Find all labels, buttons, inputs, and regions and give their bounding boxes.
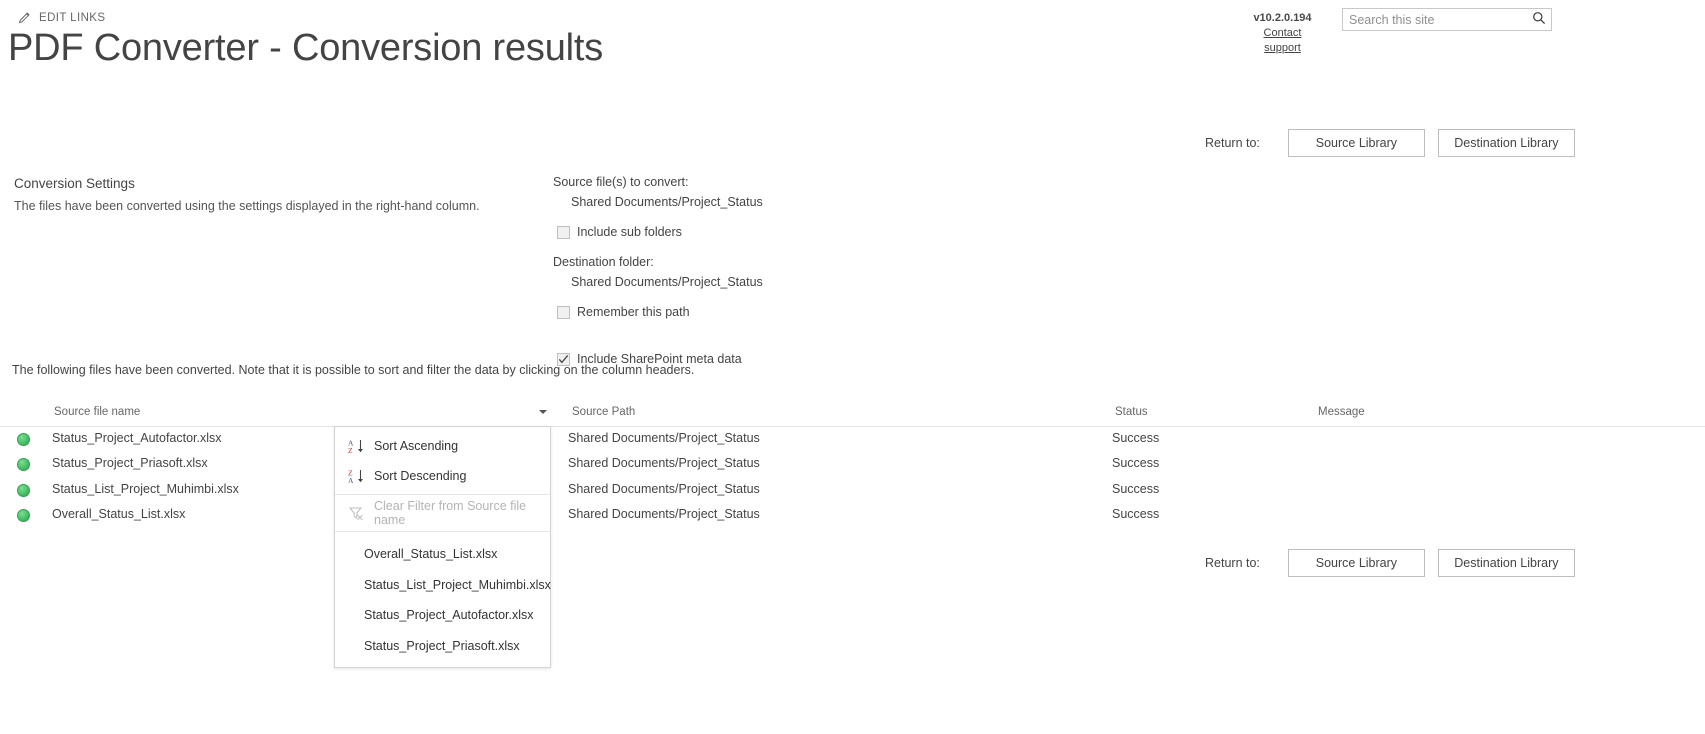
filter-value-item[interactable]: Status_Project_Priasoft.xlsx <box>364 638 520 653</box>
table-row[interactable] <box>0 452 1705 477</box>
source-library-button-bottom[interactable]: Source Library <box>1288 549 1425 577</box>
include-sub-folders-label: Include sub folders <box>577 225 682 239</box>
destination-folder-label: Destination folder: <box>553 255 654 269</box>
conversion-results-grid <box>0 400 1705 528</box>
menu-item-label: Sort Ascending <box>374 439 459 453</box>
edit-links-button[interactable] <box>18 11 105 24</box>
column-header-source-path[interactable]: Source Path <box>572 406 636 418</box>
search-button[interactable] <box>1527 9 1551 30</box>
source-files-label: Source file(s) to convert: <box>553 175 689 189</box>
clear-filter-icon <box>347 504 365 522</box>
column-header-status[interactable]: Status <box>1115 406 1148 418</box>
cell-status: Success <box>1112 481 1160 496</box>
cell-source-path: Shared Documents/Project_Status <box>568 481 760 496</box>
menu-item-sort-descending[interactable] <box>335 461 550 491</box>
spacer <box>553 332 973 339</box>
cell-source-file-name: Status_List_Project_Muhimbi.xlsx <box>52 481 239 496</box>
remember-path-row[interactable] <box>553 305 973 319</box>
edit-links-label: EDIT LINKS <box>39 11 106 24</box>
menu-item-label: Clear Filter from Source file name <box>374 499 527 527</box>
destination-library-button-top[interactable]: Destination Library <box>1438 129 1575 157</box>
settings-column <box>553 172 973 379</box>
cell-status: Success <box>1112 431 1160 445</box>
grid-intro-text: The following files have been converted. Note that it is possible to sort and filter the data by clicking on the column headers. <box>12 363 695 377</box>
conversion-settings-description: The files have been converted using the settings displayed in the right-hand column. <box>14 199 480 213</box>
destination-library-button-bottom[interactable]: Destination Library <box>1438 549 1575 577</box>
cell-source-file-name: Overall_Status_List.xlsx <box>52 506 186 521</box>
menu-item-label: Sort Descending <box>374 469 467 483</box>
sort-descending-icon <box>347 467 365 485</box>
contact-support-link[interactable]: Contact support <box>1263 27 1302 54</box>
table-row[interactable] <box>0 427 1705 452</box>
filter-value-item[interactable]: Status_List_Project_Muhimbi.xlsx <box>364 577 551 592</box>
search-input[interactable] <box>1343 9 1527 30</box>
cell-source-file-name: Status_Project_Autofactor.xlsx <box>52 431 222 445</box>
include-sub-folders-row[interactable] <box>553 225 973 239</box>
version-label: v10.2.0.194 <box>1253 12 1312 24</box>
svg-text:A: A <box>347 475 353 485</box>
success-dot-icon <box>17 458 30 471</box>
menu-divider <box>335 494 550 495</box>
return-to-label: Return to: <box>1205 556 1260 570</box>
pencil-icon <box>18 11 31 24</box>
cell-source-path: Shared Documents/Project_Status <box>568 506 760 521</box>
filter-value-list <box>335 535 550 661</box>
source-file-name-filter-menu <box>334 426 551 668</box>
column-header-message[interactable]: Message <box>1318 406 1365 418</box>
include-metadata-label: Include SharePoint meta data <box>577 352 742 366</box>
cell-source-path: Shared Documents/Project_Status <box>568 431 760 445</box>
version-block <box>1245 11 1320 56</box>
search-icon <box>1532 11 1546 28</box>
remember-path-checkbox[interactable] <box>557 306 570 319</box>
include-sub-folders-checkbox[interactable] <box>557 226 570 239</box>
table-row[interactable] <box>0 503 1705 528</box>
filter-value-item[interactable]: Overall_Status_List.xlsx <box>364 547 498 562</box>
cell-source-path: Shared Documents/Project_Status <box>568 456 760 471</box>
cell-status: Success <box>1112 456 1160 471</box>
source-files-value: Shared Documents/Project_Status <box>571 195 763 209</box>
conversion-settings-heading: Conversion Settings <box>14 176 135 191</box>
column-header-source-file-name[interactable]: Source file name <box>54 406 141 418</box>
svg-text:Z: Z <box>347 468 353 477</box>
svg-text:Z: Z <box>347 445 353 455</box>
cell-status: Success <box>1112 506 1160 521</box>
source-library-button-top[interactable]: Source Library <box>1288 129 1425 157</box>
menu-item-clear-filter <box>335 498 550 528</box>
svg-text:A: A <box>347 438 353 447</box>
sort-ascending-icon <box>347 437 365 455</box>
success-dot-icon <box>17 484 30 497</box>
menu-divider <box>335 531 550 532</box>
chevron-down-icon[interactable] <box>539 410 547 414</box>
filter-value-item[interactable]: Status_Project_Autofactor.xlsx <box>364 608 534 623</box>
success-dot-icon <box>17 509 30 522</box>
search-box[interactable] <box>1342 8 1552 31</box>
return-to-row-bottom <box>1205 549 1575 577</box>
success-dot-icon <box>17 433 30 446</box>
return-to-label: Return to: <box>1205 136 1260 150</box>
destination-folder-value: Shared Documents/Project_Status <box>571 275 763 289</box>
grid-header-row <box>0 400 1705 427</box>
return-to-row-top <box>1205 129 1575 157</box>
menu-item-sort-ascending[interactable] <box>335 431 550 461</box>
page-title: PDF Converter - Conversion results <box>8 27 604 69</box>
cell-source-file-name: Status_Project_Priasoft.xlsx <box>52 456 208 471</box>
remember-path-label: Remember this path <box>577 305 690 319</box>
